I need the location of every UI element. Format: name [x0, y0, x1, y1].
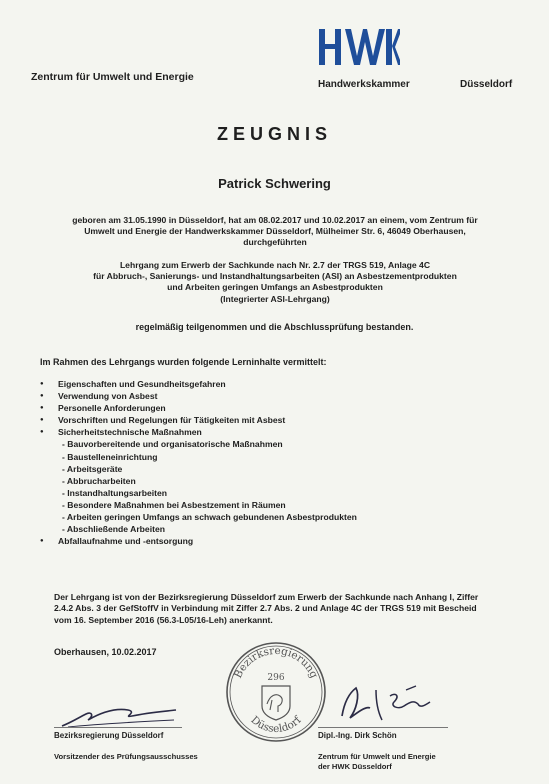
- content-sub-item: - Abschließende Arbeiten: [62, 524, 165, 535]
- handwerkskammer-label: Handwerkskammer: [318, 79, 410, 90]
- official-seal: [224, 640, 328, 744]
- hwk-logo: [318, 28, 400, 66]
- content-list-item: ● Verwendung von Asbest: [40, 390, 357, 402]
- seal-top-text: Bezirksregierung: [232, 644, 320, 681]
- content-sub-item: - Baustelleneinrichtung: [62, 451, 158, 462]
- seal-bottom-text: Düsseldorf: [248, 713, 304, 736]
- course-line: und Arbeiten geringen Umfangs an Asbestprodukten: [167, 282, 383, 293]
- right-signature: [336, 682, 436, 726]
- content-sub-item: - Besondere Maßnahmen bei Asbestzement in Räumen: [62, 499, 286, 510]
- svg-text:Düsseldorf: [248, 713, 304, 735]
- course-line: für Abbruch-, Sanierungs- und Instandhaltungsarbeiten (ASI) an Asbestzementprodukten: [93, 271, 457, 282]
- birth-line: geboren am 31.05.1990 in Düsseldorf, hat am 08.02.2017 und 10.02.2017 an einem, vom Zentrum für: [72, 215, 478, 225]
- content-list-item: ● Sicherheitstechnische Maßnahmen: [40, 426, 357, 438]
- left-signatory-org: Bezirksregierung Düsseldorf: [54, 731, 164, 740]
- recipient-name: Patrick Schwering: [218, 176, 331, 191]
- birth-statement: [40, 215, 510, 249]
- place-date: Oberhausen, 10.02.2017: [54, 647, 157, 657]
- content-intro: Im Rahmen des Lehrgangs wurden folgende Lerninhalte vermittelt:: [40, 357, 327, 367]
- seal-number: 296: [267, 673, 285, 683]
- birth-line: Umwelt und Energie der Handwerkskammer Düsseldorf, Mülheimer Str. 6, 46049 Oberhausen,: [84, 226, 466, 237]
- right-signatory-name: Dipl.-Ing. Dirk Schön: [318, 731, 397, 740]
- content-sub-item: - Arbeiten geringen Umfangs an schwach gebundenen Asbestprodukten: [62, 512, 357, 523]
- result-statement: regelmäßig teilgenommen und die Abschlussprüfung bestanden.: [135, 322, 414, 332]
- city-label: Düsseldorf: [460, 79, 513, 90]
- right-role-line: Zentrum für Umwelt und Energie: [318, 752, 436, 761]
- content-list-item: ● Personelle Anforderungen: [40, 402, 357, 414]
- content-sub-item: - Instandhaltungsarbeiten: [62, 487, 168, 498]
- recognition-line: 2.4.2 Abs. 3 der GefStoffV in Verbindung mit Ziffer 2.7 Abs. 2 und Anlage 4C der TRGS 519 mit Bescheid: [54, 603, 477, 614]
- content-sub-item: - Arbeitsgeräte: [62, 463, 123, 474]
- content-list-item: ● Abfallaufnahme und -entsorgung: [40, 535, 357, 547]
- certificate-title: ZEUGNIS: [216, 124, 332, 144]
- content-sub-item: - Bauvorbereitende und organisatorische Maßnahmen: [62, 439, 283, 450]
- course-description: [40, 260, 510, 305]
- content-list-item: ● Eigenschaften und Gesundheitsgefahren: [40, 378, 357, 390]
- right-role-line: der HWK Düsseldorf: [318, 762, 392, 771]
- left-signature: [58, 700, 180, 730]
- content-list-item: ● Vorschriften und Regelungen für Tätigkeiten mit Asbest: [40, 414, 357, 426]
- zentrum-header-label: Zentrum für Umwelt und Energie: [31, 71, 194, 83]
- course-line: (Integrierter ASI-Lehrgang): [220, 293, 330, 304]
- recognition-line: vom 16. September 2016 (56.3-L05/16-Leh) anerkannt.: [54, 614, 273, 625]
- left-signature-line: [54, 727, 182, 728]
- course-line: Lehrgang zum Erwerb der Sachkunde nach Nr. 2.7 der TRGS 519, Anlage 4C: [119, 260, 431, 270]
- recognition-line: Der Lehrgang ist von der Bezirksregierung Düsseldorf zum Erwerb der Sachkunde nach Anhang I, Ziffer: [54, 592, 479, 602]
- content-sub-item: - Abbrucharbeiten: [62, 475, 136, 486]
- right-signatory-role: [318, 752, 436, 772]
- content-list: [40, 378, 357, 547]
- left-signatory-role: Vorsitzender des Prüfungsausschusses: [54, 752, 198, 761]
- birth-line: durchgeführten: [243, 237, 307, 248]
- recognition-statement: [54, 592, 514, 626]
- right-signature-line: [318, 727, 448, 728]
